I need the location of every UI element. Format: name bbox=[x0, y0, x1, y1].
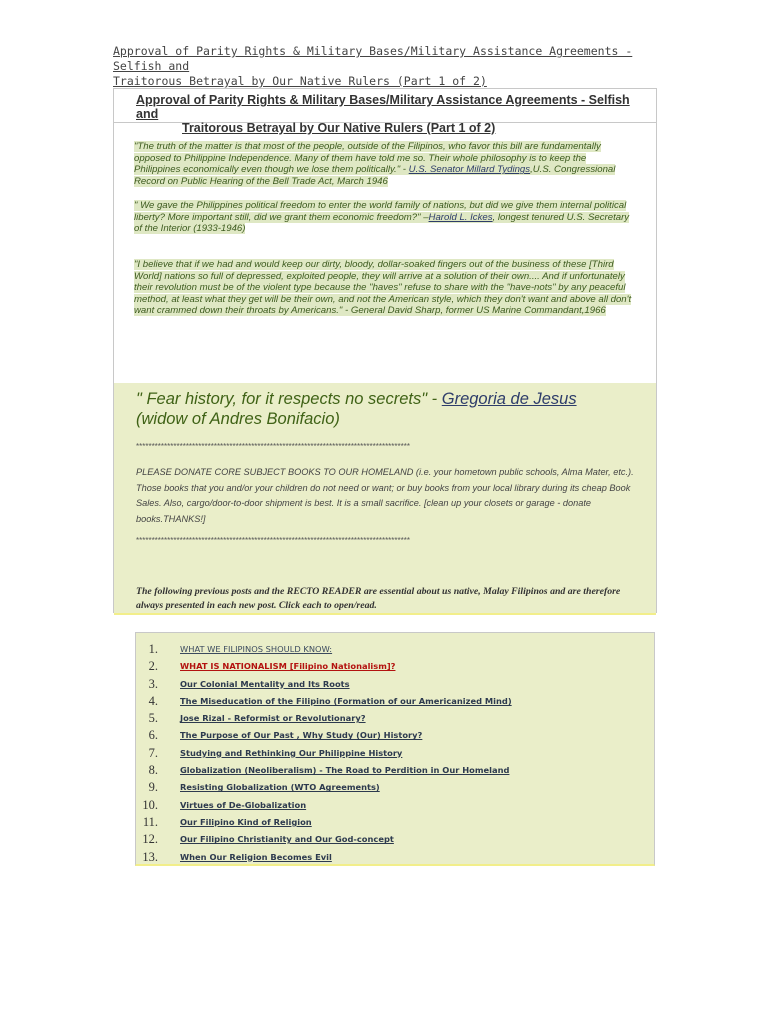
list-number: 7. bbox=[148, 745, 158, 760]
post-title-line1: Approval of Parity Rights & Military Bases/Military Assistance Agreements - Selfish and bbox=[136, 93, 630, 121]
list-number: 2. bbox=[148, 659, 158, 674]
list-number: 3. bbox=[148, 676, 158, 691]
highlight-panel bbox=[114, 383, 656, 615]
quote-ickes bbox=[134, 200, 634, 235]
list-number: 1. bbox=[148, 642, 158, 656]
post-card bbox=[113, 88, 657, 613]
post-link[interactable]: Resisting Globalization (WTO Agreements) bbox=[180, 782, 380, 793]
fear-history-quote bbox=[136, 389, 616, 429]
list-number: 9. bbox=[148, 780, 158, 795]
star-divider: **************************************************************************************** bbox=[136, 536, 410, 545]
post-link[interactable]: Virtues of De-Globalization bbox=[180, 799, 307, 810]
list-item bbox=[136, 693, 636, 710]
document-title-line1: Approval of Parity Rights & Military Bases/Military Assistance Agreements - Selfish and bbox=[113, 44, 633, 73]
fear-quote-text: " Fear history, for it respects no secrets" - bbox=[136, 390, 442, 408]
list-number: 6. bbox=[148, 728, 158, 743]
list-number: 12. bbox=[142, 832, 158, 847]
post-link[interactable]: Jose Rizal - Reformist or Revolutionary? bbox=[180, 713, 366, 724]
post-link[interactable]: The Purpose of Our Past , Why Study (Our) History? bbox=[180, 730, 423, 741]
post-link[interactable]: The Miseducation of the Filipino (Formation of our Americanized Mind) bbox=[180, 695, 512, 706]
quote-text: "The truth of the matter is that most of the people, outside of the Filipinos, who favor this bill are fundamentally opposed to Philippine Independence. Many of them have told me so. Their whole philosophy is to keep the Philippines economically even though we lose them politically." - bbox=[134, 141, 601, 176]
list-item bbox=[136, 762, 636, 779]
quote-author-link[interactable]: Harold L. Ickes bbox=[428, 211, 493, 223]
post-link[interactable]: Our Filipino Kind of Religion bbox=[180, 816, 312, 827]
list-number: 4. bbox=[148, 693, 158, 708]
post-link[interactable]: Studying and Rethinking Our Philippine History bbox=[180, 747, 403, 758]
quote-text: "I believe that if we had and would keep our dirty, bloody, dollar-soaked fingers out of the business of these [Third World] nations so full of depressed, exploited people, they will arrive at a solution of their own.... And if unfortunately their revolution must be of the violent type because the "haves" refuse to share with the "have-nots" by any peaceful method, at least what they get will be their own, and not the American style, which they don't want and above all don't want crammed down their throats by Americans." - General David Sharp, former US Marine Commandant,1966 bbox=[134, 259, 632, 317]
list-item bbox=[136, 849, 636, 866]
post-link[interactable]: WHAT WE FILIPINOS SHOULD KNOW: bbox=[180, 644, 333, 654]
list-item bbox=[136, 710, 636, 727]
post-link[interactable]: Our Filipino Christianity and Our God-concept bbox=[180, 834, 394, 845]
previous-posts-list bbox=[136, 641, 636, 866]
list-item bbox=[136, 641, 636, 658]
list-item bbox=[136, 676, 636, 693]
list-item bbox=[136, 658, 636, 675]
quote-source: , longest tenured U.S. Secretary of the Interior (1933-1946) bbox=[134, 211, 630, 235]
list-item bbox=[136, 727, 636, 744]
post-title-line2: Traitorous Betrayal by Our Native Rulers (Part 1 of 2) bbox=[182, 121, 496, 135]
list-item bbox=[136, 831, 636, 848]
post-title bbox=[114, 89, 656, 135]
quote-author-link[interactable]: U.S. Senator Millard Tydings bbox=[408, 164, 531, 176]
list-item bbox=[136, 797, 636, 814]
donate-notice: PLEASE DONATE CORE SUBJECT BOOKS TO OUR HOMELAND (i.e. your hometown public schools, Alma Mater, etc.). Those books that you and/or your children do not need or want; or buy books from your local library during its cheap Book Sales. Also, cargo/door-to-door shipment is best. It is a small sacrifice. [clean up your closets or garage - donate books.THANKS!] bbox=[136, 467, 634, 524]
fear-author-link[interactable]: Gregoria de Jesus bbox=[441, 390, 577, 408]
quote-sharp bbox=[134, 259, 634, 317]
list-number: 5. bbox=[148, 711, 158, 726]
previous-posts-box bbox=[135, 632, 655, 866]
quote-tydings bbox=[134, 141, 634, 187]
post-link[interactable]: Our Colonial Mentality and Its Roots bbox=[180, 678, 350, 689]
star-divider: **************************************************************************************** bbox=[136, 442, 410, 451]
document-title bbox=[113, 44, 633, 89]
list-number: 8. bbox=[148, 763, 158, 778]
quote-source: ,U.S. Congressional Record on Public Hearing of the Bell Trade Act, March 1946 bbox=[134, 164, 616, 187]
list-number: 13. bbox=[142, 849, 158, 864]
list-number: 10. bbox=[142, 797, 158, 812]
list-item bbox=[136, 814, 636, 831]
list-item bbox=[136, 779, 636, 796]
post-link[interactable]: Globalization (Neoliberalism) - The Road to Perdition in Our Homeland bbox=[180, 765, 510, 776]
list-item bbox=[136, 745, 636, 762]
following-posts-note: The following previous posts and the RECTO READER are essential about us native, Malay Filipinos and are therefore always presented in each new post. Click each to open/read. bbox=[136, 586, 621, 611]
document-title-line2: Traitorous Betrayal by Our Native Rulers (Part 1 of 2) bbox=[113, 74, 487, 88]
quote-text: " We gave the Philippines political freedom to enter the world family of nations, but did we give them internal political liberty? More important still, did we grant them economic freedom?" – bbox=[134, 200, 627, 223]
list-number: 11. bbox=[142, 814, 158, 829]
fear-author-note: (widow of Andres Bonifacio) bbox=[136, 410, 340, 428]
post-link[interactable]: When Our Religion Becomes Evil bbox=[180, 851, 332, 862]
post-link[interactable]: WHAT IS NATIONALISM [Filipino Nationalism]? bbox=[180, 661, 396, 672]
